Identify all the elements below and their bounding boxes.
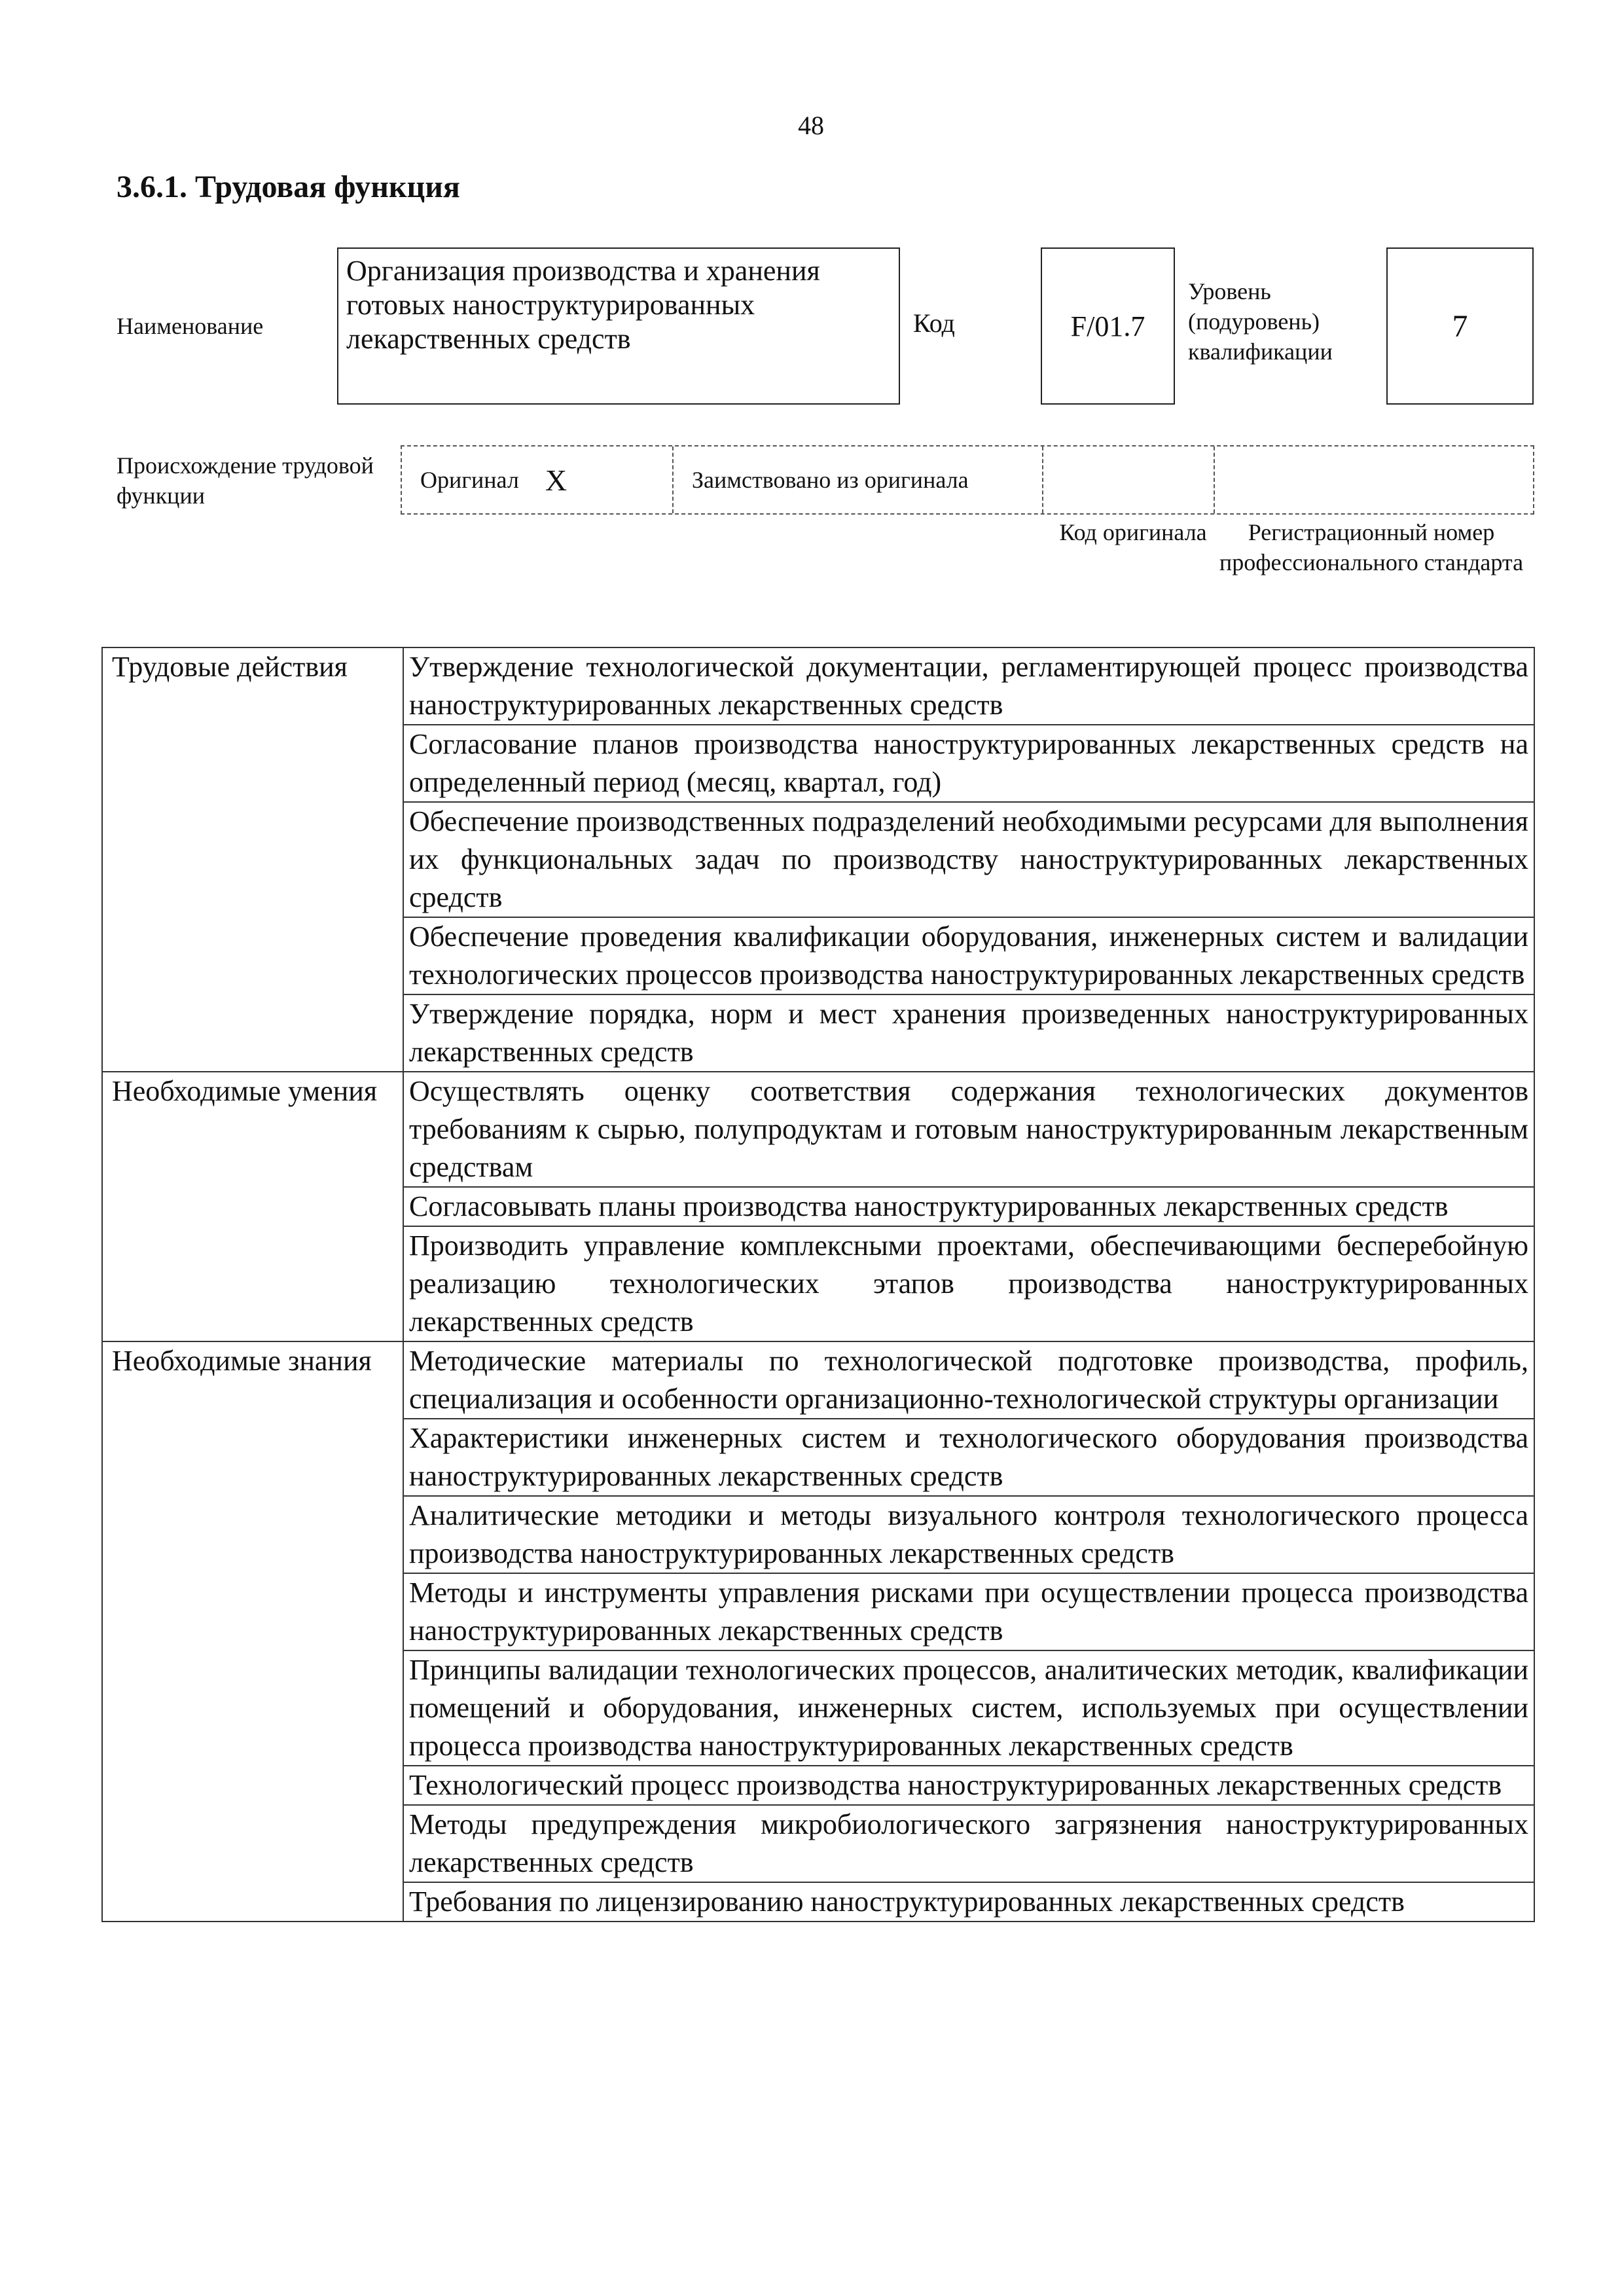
table-item: Методические материалы по технологической подготовке производства, профиль, специализация и особенности организационно-технологической структуры организации [403, 1341, 1534, 1419]
table-item: Согласовывать планы производства наноструктурированных лекарственных средств [403, 1187, 1534, 1226]
page-number: 48 [798, 111, 824, 140]
table-item: Принципы валидации технологических процессов, аналитических методик, квалификации помещений и оборудования, инженерных систем, используемых при осуществлении процесса производства наноструктурированных лекарственных средств [403, 1650, 1534, 1766]
original-mark: X [545, 463, 568, 497]
table-item: Согласование планов производства наноструктурированных лекарственных средств на определенный период (месяц, квартал, год) [403, 725, 1534, 802]
function-table [101, 647, 1535, 1922]
table-item: Осуществлять оценку соответствия содержания технологических документов требованиям к сырью, полупродуктам и готовым наноструктурированным лекарственным средствам [403, 1072, 1534, 1187]
table-item: Обеспечение производственных подразделений необходимыми ресурсами для выполнения их функциональных задач по производству наноструктурированных лекарственных средств [403, 802, 1534, 917]
section-title: 3.6.1. Трудовая функция [117, 170, 460, 204]
table-item: Характеристики инженерных систем и технологического оборудования производства наноструктурированных лекарственных средств [403, 1419, 1534, 1496]
table-row [102, 647, 1534, 725]
code-value: F/01.7 [1070, 310, 1145, 342]
table-item: Обеспечение проведения квалификации оборудования, инженерных систем и валидации технологических процессов производства наноструктурированных лекарственных средств [403, 917, 1534, 994]
table-item: Требования по лицензированию наноструктурированных лекарственных средств [403, 1882, 1534, 1922]
reg-number-cell [1215, 446, 1533, 513]
borrowed-cell [674, 446, 1043, 513]
code-caption: Код оригинала [1059, 519, 1207, 545]
table-item: Аналитические методики и методы визуального контроля технологического процесса производства наноструктурированных лекарственных средств [403, 1496, 1534, 1573]
borrowed-label: Заимствовано из оригинала [692, 467, 969, 493]
table-item: Производить управление комплексными проектами, обеспечивающими бесперебойную реализацию технологических этапов производства наноструктурированных лекарственных средств [403, 1226, 1534, 1341]
table-item: Утверждение порядка, норм и мест хранения произведенных наноструктурированных лекарственных средств [403, 994, 1534, 1072]
section-category: Необходимые умения [102, 1072, 403, 1341]
level-value-box [1386, 247, 1534, 405]
table-row [102, 1341, 1534, 1419]
code-value-box [1041, 247, 1175, 405]
table-item: Методы и инструменты управления рисками при осуществлении процесса производства наноструктурированных лекарственных средств [403, 1573, 1534, 1650]
original-label: Оригинал [420, 467, 519, 493]
table-item: Технологический процесс производства наноструктурированных лекарственных средств [403, 1766, 1534, 1805]
level-value: 7 [1452, 308, 1468, 344]
section-category: Трудовые действия [102, 647, 403, 1072]
section-category: Необходимые знания [102, 1341, 403, 1922]
table-item: Утверждение технологической документации, регламентирующей процесс производства наноструктурированных лекарственных средств [403, 647, 1534, 725]
original-code-cell [1043, 446, 1215, 513]
table-item: Методы предупреждения микробиологического загрязнения наноструктурированных лекарственных средств [403, 1805, 1534, 1882]
level-label: Уровень (подуровень) квалификации [1188, 278, 1333, 365]
name-label: Наименование [117, 313, 264, 339]
origin-box [401, 445, 1534, 515]
table-row [102, 1072, 1534, 1187]
original-cell [402, 446, 674, 513]
origin-label: Происхождение трудовой функции [117, 452, 374, 509]
code-label: Код [913, 308, 955, 338]
name-value-box: Организация производства и хранения готовых наноструктурированных лекарственных средств [337, 247, 900, 405]
reg-caption: Регистрационный номер профессионального стандарта [1219, 519, 1524, 575]
